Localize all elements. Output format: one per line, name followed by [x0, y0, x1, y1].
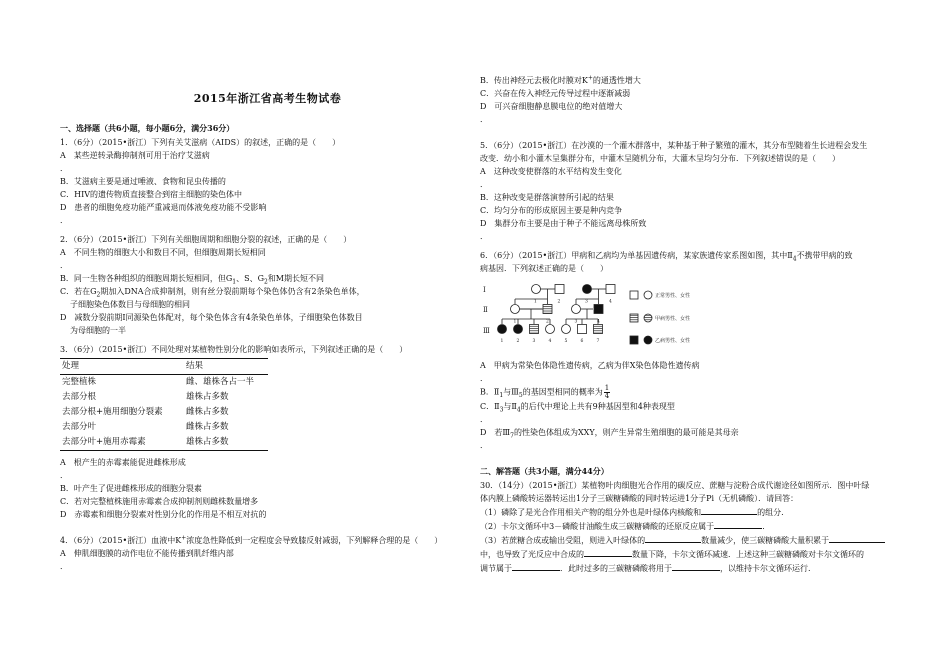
answer-blank[interactable]: [701, 505, 757, 515]
answer-blank[interactable]: [645, 533, 701, 543]
option-d[interactable]: D 赤霉素和细胞分裂素对性别分化的作用是不相互对抗的: [60, 510, 267, 519]
legend-male-disease-a-icon: [630, 314, 638, 322]
svg-text:7: 7: [596, 339, 600, 344]
male-normal-icon: [606, 285, 615, 294]
dot-mark: ．: [60, 164, 68, 173]
question-stem: 30．（14分）（2015•浙江）某植物叶肉细胞光合作用的碳反应、蔗糖与淀粉合成代谢途径如图所示．图中叶绿: [480, 481, 870, 490]
option-a[interactable]: A 伸肌细胞膜的动作电位不能传播到肌纤维内部: [60, 549, 234, 558]
subquestion-3: （3）若蔗糖合成或输出受阻，则进入叶绿体的 数量减少，使三碳糖磷酸大量积累于: [480, 533, 895, 547]
female-normal-icon: [532, 285, 541, 294]
question-30: [480, 479, 895, 575]
male-disease-a-icon: [530, 325, 539, 334]
table-cell: 雄株占多数: [184, 435, 268, 451]
question-4-continued: [480, 74, 895, 126]
option-a[interactable]: A 甲病为常染色体隐性遗传病，乙病为伴X染色体隐性遗传病: [480, 361, 700, 370]
dot-mark: ．: [60, 562, 68, 571]
option-a[interactable]: A 根产生的赤霉素能促进雌株形成: [60, 458, 186, 467]
table-cell: 雄株占多数: [186, 392, 229, 402]
question-stem: 4．（6分）（2015•浙江）血液中K+浓度急性降低到一定程度会导致膝反射减弱，下列解释合理的是（ ）: [60, 534, 443, 545]
dot-mark: ．: [480, 232, 488, 241]
table-row: [60, 375, 268, 391]
question-1: [60, 136, 475, 227]
table-row: [60, 390, 268, 405]
question-stem: 3．（6分）（2015•浙江）不同处理对某植物性别分化的影响如表所示，下列叙述正确的是（ ）: [60, 345, 408, 354]
table-row: [60, 435, 268, 451]
generation-label: Ⅰ: [483, 286, 486, 294]
table-cell: 去部分叶: [62, 422, 97, 432]
option-b[interactable]: B．传出神经元去极化时膜对K+的通透性增大: [480, 74, 641, 85]
dot-mark: ．: [480, 415, 488, 424]
legend-female-normal-icon: [644, 291, 652, 299]
option-b[interactable]: B．这种改变是群落演替所引起的结果: [480, 193, 614, 202]
dot-mark: ．: [60, 471, 68, 480]
subquestion-1: （1）磷除了是光合作用相关产物的组分外也是叶绿体内核酸和 的组分.: [480, 505, 895, 519]
option-c[interactable]: C．若对完整植株施用赤霉素合成抑制剂则雌株数量增多: [60, 497, 259, 506]
legend-label: 甲病男性、女性: [655, 316, 691, 322]
svg-text:2: 2: [557, 299, 561, 305]
table-header-cell: 结果: [184, 359, 268, 375]
generation-label: Ⅱ: [483, 306, 488, 314]
female-normal-icon: [546, 325, 555, 334]
svg-text:4: 4: [597, 319, 600, 325]
table-cell: 雌株占多数: [186, 422, 229, 432]
page-title: 2015年浙江省高考生物试卷: [193, 92, 342, 105]
female-normal-icon: [562, 325, 571, 334]
female-disease-b-icon: [514, 325, 523, 334]
option-c[interactable]: C．均匀分布的形成原因主要是种内竞争: [480, 206, 623, 215]
dot-mark: ．: [60, 216, 68, 225]
question-stem-line2: 病基因．下列叙述正确的是（ ）: [480, 264, 608, 273]
answer-blank[interactable]: [829, 533, 885, 543]
pedigree-svg: [480, 277, 750, 357]
dot-mark: ．: [480, 441, 488, 450]
svg-text:1: 1: [534, 299, 537, 305]
male-disease-b-icon: [594, 305, 603, 314]
option-c-line2: 子细胞染色体数目与母细胞的相同: [70, 300, 190, 309]
dot-mark: ．: [480, 115, 488, 124]
answer-blank[interactable]: [512, 561, 560, 571]
svg-text:3: 3: [574, 319, 578, 325]
question-3: [60, 343, 475, 521]
question-6: [480, 249, 895, 452]
legend-female-disease-b-icon: [644, 336, 652, 344]
table-row: [60, 405, 268, 420]
legend-male-normal-icon: [630, 291, 638, 299]
option-b[interactable]: B．$Ⅱ_1$与$Ⅲ_5$的基因型相同的概率为 $\frac{1}{4}$: [480, 384, 610, 400]
female-normal-icon: [572, 305, 581, 314]
table-cell: 去部分根: [62, 392, 97, 402]
legend-label: 乙病男性、女性: [655, 338, 691, 344]
question-stem-line2: 改变．幼小和小灌木呈集群分布，中灌木呈随机分布，大灌木呈均匀分布．下列叙述错误的是（ ）: [480, 154, 840, 163]
option-d[interactable]: D 若$Ⅲ_7$的性染色体组成为XXY，则产生异常生殖细胞的最可能是其母亲: [480, 428, 739, 440]
option-d[interactable]: D 患者的细胞免疫功能严重减退而体液免疫功能不受影响: [60, 203, 267, 212]
male-disease-a-icon: [594, 325, 603, 334]
option-d[interactable]: D 减数分裂前期I同源染色体配对，每个染色体含有4条染色单体，子细胞染色体数目: [60, 313, 363, 322]
table-cell: 去部分叶+施用赤霉素: [60, 435, 184, 451]
svg-text:2: 2: [546, 319, 549, 325]
table-cell: 去部分根+施用细胞分裂素: [62, 407, 163, 417]
option-b[interactable]: B．艾滋病主要是通过唾液、食物和昆虫传播的: [60, 177, 226, 186]
subquestion-3-line3: 调节属于 ．此时过多的三碳糖磷酸将用于 ，以维持卡尔文循环运行.: [480, 561, 895, 575]
table-cell: 完整植株: [62, 377, 97, 387]
female-disease-b-icon: [583, 285, 592, 294]
option-a[interactable]: A 这种改变使群落的水平结构发生变化: [480, 167, 622, 176]
generation-label: Ⅲ: [483, 327, 490, 335]
female-disease-b-icon: [498, 325, 507, 334]
option-a[interactable]: A 某些逆转录酶抑制剂可用于治疗艾滋病: [60, 151, 210, 160]
male-normal-icon: [578, 325, 587, 334]
svg-text:1: 1: [513, 319, 517, 325]
svg-text:6: 6: [580, 339, 584, 344]
legend-male-disease-b-icon: [630, 336, 638, 344]
answer-blank[interactable]: [672, 561, 720, 571]
svg-text:4: 4: [609, 299, 612, 305]
table-header-row: [60, 359, 268, 375]
answer-blank[interactable]: [584, 547, 632, 557]
legend-label: 正常男性、女性: [655, 293, 691, 299]
answer-blank[interactable]: [714, 519, 762, 529]
option-d[interactable]: D 可兴奋细胞静息膜电位的绝对值增大: [480, 102, 623, 111]
male-disease-a-icon: [543, 305, 552, 314]
option-c[interactable]: C．HIV的遗传物质直接整合到宿主细胞的染色体中: [60, 190, 243, 199]
svg-text:4: 4: [548, 339, 552, 344]
question-stem-line2: 体内膜上磷酸转运器转运出1分子三碳糖磷酸的同时转运进1分子Pi（无机磷酸）．请回答：: [480, 494, 799, 503]
question-5: [480, 139, 895, 243]
legend-female-disease-a-icon: [644, 314, 652, 322]
question-stem: 6．（6分）（2015•浙江）甲病和乙病均为单基因遗传病，某家族遗传家系图如图，其中$Ⅱ_4$不携带甲病的致: [480, 251, 853, 263]
question-4: [60, 534, 475, 573]
male-normal-icon: [555, 285, 564, 294]
option-b[interactable]: B．叶产生了促进雌株形成的细胞分裂素: [60, 484, 202, 493]
svg-text:5: 5: [564, 339, 568, 344]
option-c[interactable]: C．兴奋在传入神经元传导过程中逐渐减弱: [480, 89, 631, 98]
pedigree-chart: [480, 277, 740, 357]
option-a[interactable]: A 不同生物的细胞大小和数目不同，但细胞周期长短相同: [60, 248, 266, 257]
dot-mark: ．: [480, 180, 488, 189]
svg-text:3: 3: [532, 339, 536, 344]
option-d-line2: 为母细胞的一半: [70, 326, 126, 335]
table-cell: 雌、雄株各占一半: [186, 377, 255, 387]
section-heading-choice: 一、选择题（共6小题，每小题6分，满分36分）: [60, 123, 235, 133]
question-2: [60, 233, 475, 337]
dot-mark: ．: [60, 261, 68, 270]
subquestion-3-line2: 中，也导致了光反应中合成的 数量下降，卡尔文循环减速．上述这种三碳糖磷酸对卡尔文循环的: [480, 547, 895, 561]
option-d[interactable]: D 集群分布主要是由于种子不能远离母株所致: [480, 219, 647, 228]
svg-text:1: 1: [500, 339, 504, 344]
subquestion-2: （2）卡尔文循环中3－磷酸甘油酸生成三碳糖磷酸的还原反应属于 ．: [480, 519, 895, 533]
option-b[interactable]: B．同一生物各种组织的细胞周期长短相同，但$G_1$、S、$G_2$和M期长短不同: [60, 274, 325, 286]
svg-text:2: 2: [516, 339, 520, 344]
fraction: $\frac{1}{4}$: [604, 384, 610, 400]
table-row: [60, 420, 268, 435]
question-stem: 2．（6分）（2015•浙江）下列有关细胞周期和细胞分裂的叙述，正确的是（ ）: [60, 235, 352, 244]
female-normal-icon: [511, 305, 520, 314]
question-stem: 1．（6分）（2015•浙江）下列有关艾滋病（AIDS）的叙述，正确的是（ ）: [60, 138, 341, 147]
option-c[interactable]: C．$Ⅱ_3$与$Ⅱ_4$的后代中理论上共有9种基因型和4种表现型: [480, 402, 675, 414]
left-column: [60, 0, 475, 573]
svg-text:3: 3: [585, 299, 588, 305]
table-cell: 雌株占多数: [186, 407, 229, 417]
table-header-cell: 处理: [60, 359, 184, 375]
section-heading-answer: 二、解答题（共3小题，满分44分）: [480, 466, 609, 476]
dot-mark: ．: [480, 374, 488, 383]
option-c[interactable]: C．若在$G_2$期加入DNA合成抑制剂，则有丝分裂前期每个染色体仍含有2条染色单体，: [60, 287, 365, 299]
right-column: [480, 74, 895, 575]
treatment-table: [60, 358, 268, 451]
question-stem: 5．（6分）（2015•浙江）在沙漠的一个灌木群落中，某种基于种子繁殖的灌木，其分布型随着生长进程会发生: [480, 141, 868, 150]
